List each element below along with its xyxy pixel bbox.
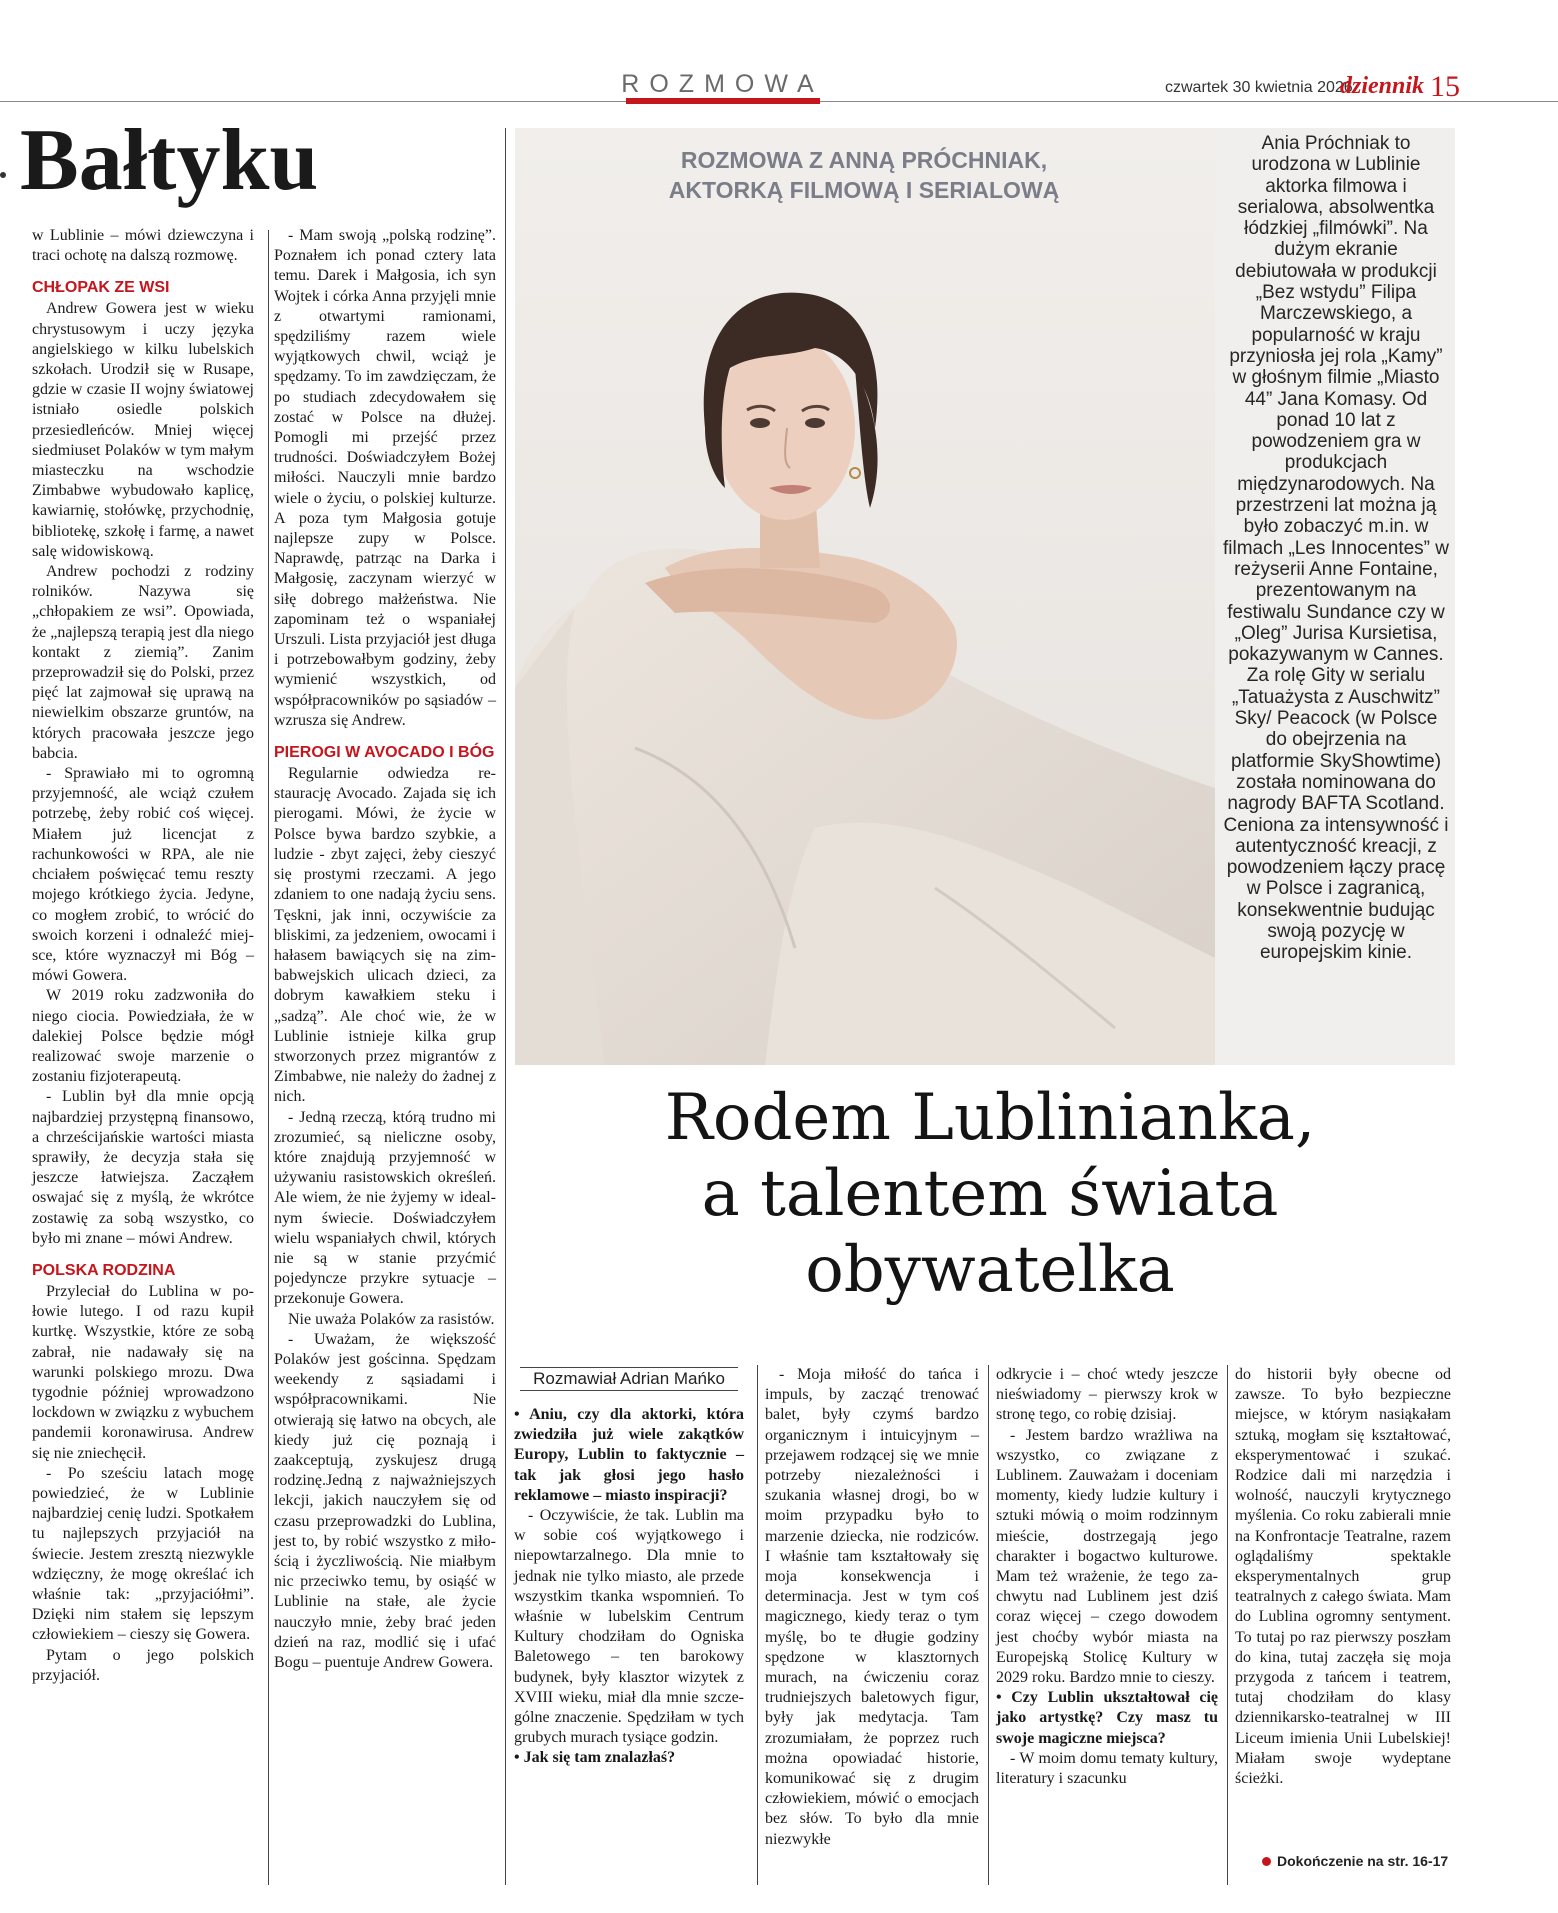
paragraph: - Oczywiście, że tak. Lublin ma w sobie coś wyjątkowego i niepowtarzalnego. Dla mnie to jednak nie tylko miasto, ale przede wszystkim tkanka wspomnień. To właśnie w lubelskim Centrum Kultury chodziłam do Ogniska Baletowego – ten barokowy budynek, były klasztor wizytek z XVIII wieku, miał dla mnie szczególne znaczenie. Spędziłam w tych grubych murach tysiące godzin. (514, 1507, 744, 1747)
article-column-1 (32, 226, 254, 1686)
portrait-photo (515, 128, 1215, 1065)
interview-column-1 (514, 1405, 744, 1769)
section-label: ROZMOWA (621, 70, 824, 98)
headline-line: a talentem świata (701, 1157, 1279, 1231)
caption-line: AKTORKĄ FILMOWĄ I SERIALOWĄ (668, 177, 1060, 203)
paragraph: odkrycie i – choć wtedy jeszcze nieświadomy – pierwszy krok w stronę tego, co robię dzisiaj. (996, 1366, 1218, 1424)
interview-question: • Aniu, czy dla aktorki, która zwiedziła już wiele zakątków Europy, Lublin to faktycznie – tak jak głosi jego hasło reklamowe – miasto inspiracji? (514, 1406, 744, 1504)
paragraph: - Jedną rzeczą, którą trudno mi zrozumieć, są nieliczne osoby, które znajdują przyjemność w używaniu rasistowskich określeń. Ale wiem, że nie żyjemy w idealnym świecie. Doświadczyłem wielu wspaniałych chwil, których nie są w stanie przyćmić pojedyncze przykre sytuacje – przekonuje Gowera. (274, 1108, 496, 1308)
paragraph: Pytam o jego polskich przyjaciół. (32, 1646, 254, 1684)
paragraph: Andrew pochodzi z rodziny rolników. Nazywa się „chłopakiem ze wsi”. Opowiada, że „najlepszą terapią jest dla niego kontakt z ziemią”. Zanim przeprowadził się do Polski, przez pięć lat zajmował się uprawą na niewielkim obszarze gruntów, na których pracowała jeszcze jego babcia. (32, 563, 254, 762)
headline (520, 1080, 1460, 1308)
bullet-icon (1262, 1857, 1271, 1866)
page-number: 15 (1430, 70, 1460, 103)
headline-line: Rodem Lublinianka, (664, 1081, 1316, 1155)
paragraph: Nie uważa Polaków za rasistów. (288, 1310, 495, 1328)
headline-line: obywatelka (805, 1233, 1175, 1307)
paragraph: - Mam swoją „polską rodzinę”. Poznałem ich ponad cztery lata temu. Darek i Małgosia, ich syn Wojtek i córka Anna przyjęli mnie z otwartymi ramionami, spędziliśmy razem wiele wyjątkowych chwil, wciąż je spędzamy. To im zawdzięczam, że po studiach zdecydowałem się zostać w Polsce na dłużej. Pomogli mi przejść przez trudności. Doświadczyłem Bożej miłości. Nauczyli mnie bardzo wiele o życiu, o polskiej kulturze. A poza tym Małgosia gotuje najlepsze zupy w Polsce. Naprawdę, patrząc na Darka i Małgosię, zaczynam wierzyć w siłę dobrego małżeństwa. Nie zapominam też o wspaniałej Urszuli. Lista przyjaciół jest długa i potrzebowałbym godziny, żeby wymienić wszystkich, od współpracowników po sąsiadów – wzrusza się Andrew. (274, 227, 496, 729)
column-rule (1227, 1365, 1228, 1885)
title-bullet (0, 172, 6, 178)
byline: Rozmawiał Adrian Mańko (520, 1367, 738, 1391)
paragraph: - Po sześciu latach mogę powiedzieć, że w Lublinie najbardziej cenię ludzi. Spotkałem tu najlepszych przyjaciół na świecie. Jestem zresztą niezwykle wdzięczny, że mogę określać ich właśnie tak: „przyjaciółmi”. Dzięki nim stałem się lepszym człowiekiem – cieszy się Gowera. (32, 1464, 254, 1644)
paragraph: W 2019 roku zadzwoniła do niego ciocia. Powiedziała, że w dalekiej Polsce będzie mógł realizować swoje marzenie o zostaniu fizjoterapeutą. (32, 987, 254, 1086)
column-rule (757, 1365, 758, 1885)
column-rule (505, 128, 506, 1885)
article-column-2 (274, 226, 496, 1673)
caption-line: ROZMOWA Z ANNĄ PRÓCHNIAK, (680, 147, 1048, 173)
interview-question: • Czy Lublin ukształtował cię jako artystkę? Czy masz tu swoje magiczne miejsca? (996, 1689, 1218, 1747)
column-rule (988, 1365, 989, 1885)
interview-column-3 (996, 1365, 1218, 1789)
actress-bio: Ania Próchniak to urodzona w Lublinie aktorka filmowa i serialowa, absolwentka łódzkiej „filmówki”. Na dużym ekranie debiutowała w produkcji „Bez wstydu” Filipa Marczewskiego, a popularność w kraju przyniosła jej rola „Kamy” w głośnym filmie „Miasto 44” Jana Komasy. Od ponad 10 lat z powodzeniem gra w produkcjach międzynarodowych. Na przestrzeni lat można ją było zobaczyć m.in. w filmach „Les Innocentes” w reżyserii Anne Fontaine, prezentowanym na festiwalu Sundance czy w „Oleg” Jurisa Kursietisa, pokazywanym w Cannes. Za rolę Gity w serialu „Tatuażysta z Auschwitz” Sky/ Peacock (w Polsce do obejrzenia na platformie SkyShowtime) została nominowana do nagrody BAFTA Scotland. Ceniona za intensywność i autentyczność kreacji, z powodzeniem łączy pracę w Polsce i zagranicą, konsekwentnie budując swoją pozycję w europejskim kinie. (1223, 133, 1449, 964)
column-rule (268, 230, 269, 1885)
continued-text: Dokończenie na str. 16-17 (1277, 1853, 1449, 1869)
interview-column-2 (765, 1365, 979, 1850)
paragraph: Andrew Gowera jest w wieku chrystusowym i uczy języka angielskiego w kilku lubelskich szkołach. Urodził się w Rusape, gdzie w czasie II wojny światowej istniało osiedle polskich przesiedleńców. Mniej więcej siedmiuset Polaków w tym małym miasteczku na wschodzie Zimbabwe wybudowało kaplicę, kawiarnię, stołówkę, przychodnię, bibliotekę, szkołę i farmę, a nawet salę widowiskową. (32, 300, 254, 560)
issue-date: czwartek 30 kwietnia 2026 (1165, 79, 1353, 96)
paragraph: - Uważam, że większość Polaków jest gościnna. Spędzam weekendy z sąsiadami i współpracownikami. Nie otwierają się łatwo na obcych, ale kiedy już cię poznają i zaakceptują, zyskujesz drugą rodzinę.Jedną z najważniejszych lekcji, jakich nauczyłem się od czasu przeprowadzki do Lublina, jest to, by robić wszystko z miłością i życzliwością. Nie miałbym nic przeciwko temu, by osiąść w Lublinie na stałe, ale życie nauczyło mnie, żeby brać jeden dzień na raz, modlić się i ufać Bogu – puentuje Andrew Gowera. (274, 1330, 496, 1672)
subheading: PIEROGI W AVOCADO I BÓG (274, 744, 495, 762)
paragraph: w Lublinie – mówi dziewczyna i traci ochotę na dalszą rozmowę. (32, 227, 254, 265)
subheading: POLSKA RODZINA (32, 1261, 176, 1279)
paragraph: - W moim domu tematy kultury, literatury i szacunku (996, 1749, 1218, 1788)
paragraph: - Lublin był dla mnie opcją najbardziej przystępną finansowo, a chrześcijańskie wartości miasta sprawiły, że decyzja stała się jeszcze łatwiejsza. Zacząłem oswajać się z myślą, że wkrótce zostawię za sobą wszystko, co było mi znane – mówi Andrew. (32, 1088, 254, 1247)
paragraph: Regularnie odwiedza restaurację Avocado. Zajada się ich pierogami. Mówi, że życie w Polsce bywa bardzo szybkie, a ludzie - zbyt zajęci, żeby cieszyć się prostymi rzeczami. A jego zdaniem to one nadają życiu sens. Tęskni, jak inni, oczywiście za bliskimi, za jedzeniem, owocami i hałasem bawiących się na zimbabwejskich ulicach dzieci, za dobrym kawałkiem steku i „sadzą”. Ale choć wie, że w Lublinie istnieje kilka grup stworzonych przez migrantów z Zimbabwe, nie należy do żadnej z nich. (274, 765, 496, 1106)
section-underline (626, 98, 820, 104)
paragraph: - Sprawiało mi to ogromną przyjemność, ale wciąż czułem potrzebę, żeby robić coś więcej. Miałem już licencjat z rachunkowości w RPA, ale nie chciałem poświęcać temu reszty mojego krótkiego życia. Jedyne, co mogłem zrobić, to wrócić do swoich korzeni i odnaleźć miejsce, które wyznaczył mi Bóg – mówi Gowera. (32, 765, 254, 985)
paragraph: - Moja miłość do tańca i impuls, by zacząć trenować balet, były czymś bardzo organicznym i intuicyjnym – przejawem rodzącej się we mnie potrzeby niezależności i szukania własnej drogi, bo w moim przypadku było to marzenie dziecka, nie rodziców. I właśnie tam kształtowały się moja konsekwencja i determinacja. Jest w tym coś magicznego, kiedy teraz o tym myślę, bo te długie godziny spędzone w klasztornych murach, na ćwiczeniu coraz trudniejszych baletowych figur, były jak medytacja. Tam zrozumiałam, że poprzez ruch można opowiadać historie, komunikować się z drugim człowiekiem, mówić o emocjach bez słów. To było dla mnie niezwykłe (765, 1366, 979, 1848)
paragraph: Przyleciał do Lublina w połowie lutego. I od razu kupił kurtkę. Wszystkie, które ze sobą zabrał, nie nadawały się na warunki polskiego mrozu. Dwa tygodnie później wprowadzono lockdown w związku z wybuchem pandemii koronawirusa. Andrew się nie zniechęcił. (32, 1282, 254, 1462)
article-title-fragment: Bałtyku (20, 112, 319, 209)
paragraph: do historii były obecne od zawsze. To było bezpieczne miejsce, w którym nasiąkałam sztuką, mogłam się kształtować, eksperymentować i szukać. Rodzice dali mi narzędzia i wolność, nauczyli krytycznego myślenia. Co roku zabierali mnie na Konfrontacje Teatralne, razem oglądaliśmy spektakle eksperymentalnych grup teatralnych z całego świata. Mam do Lublina ogromny sentyment. To tutaj po raz pierwszy poszłam do kina, tutaj zaczęła się moja przygoda z tańcem i teatrem, tutaj chodziłam do klasy dziennikarsko-teatralnej w III Liceum imienia Unii Lubelskiej! Miałam swoje wydeptane ścieżki. (1235, 1366, 1451, 1788)
continued-note (1262, 1853, 1448, 1869)
photo-caption (623, 145, 1105, 205)
brand-logo: dziennik (1340, 73, 1425, 99)
portrait-illustration (515, 128, 1215, 1065)
interview-question: • Jak się tam znalazłaś? (514, 1749, 676, 1767)
paragraph: - Jestem bardzo wrażliwa na wszystko, co związane z Lublinem. Zauważam i doceniam momenty, kiedy ludzie kultury i sztuki mówią o moim rodzinnym mieście, dostrzegają jego charakter i bogactwo kulturowe. Mam też wrażenie, że tego zachwytu nad Lublinem jest dziś coraz więcej – czego dowodem jest choćby wybór miasta na Europejską Stolicę Kultury w 2029 roku. Bardzo mnie to cieszy. (996, 1426, 1218, 1687)
interview-column-4 (1235, 1365, 1451, 1789)
subheading: CHŁOPAK ZE WSI (32, 279, 170, 297)
